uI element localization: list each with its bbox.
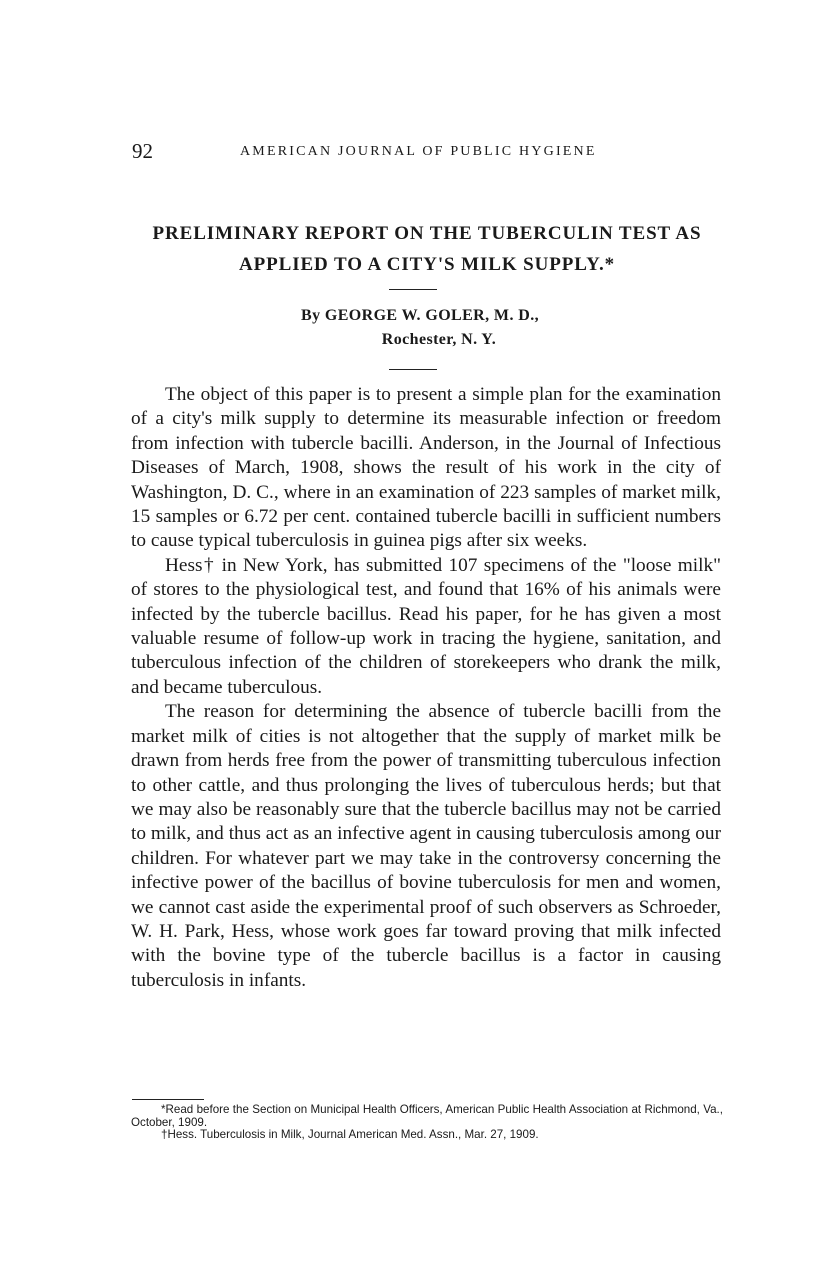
title-line-2: APPLIED TO A CITY'S MILK SUPPLY.* xyxy=(238,254,616,275)
title-divider xyxy=(389,289,437,290)
byline xyxy=(120,304,734,352)
paragraph: The reason for determining the absence of tubercle bacilli from the market milk of cities is not altogether that the supply of market milk be drawn from herds free from the power of transmitting tuberculous infection to other cattle, and thus prolonging the lives of tuberculous herds; but that we may also be reasonably sure that the tubercle bacillus may not be carried to milk, and thus act as an infective agent in causing tuberculosis among our children. For whatever part we may take in the controversy concerning the infective power of the bacillus of bovine tuberculosis for men and women, we cannot cast aside the experimental proof of such observers as Schroeder, W. H. Park, Hess, whose work goes far toward proving that milk infected with the bovine type of the tubercle bacillus is a factor in causing tuberculosis in infants. xyxy=(131,701,721,991)
author-name: By GEORGE W. GOLER, M. D., xyxy=(301,307,539,324)
running-head: AMERICAN JOURNAL OF PUBLIC HYGIENE xyxy=(240,144,597,159)
author-location: Rochester, N. Y. xyxy=(381,331,497,348)
article-title xyxy=(120,218,734,280)
footnote: †Hess. Tuberculosis in Milk, Journal American Med. Assn., Mar. 27, 1909. xyxy=(161,1128,539,1141)
footnotes xyxy=(131,1104,723,1142)
paragraph: The object of this paper is to present a simple plan for the examination of a city's milk supply to determine its measurable infection or freedom from infection with tubercle bacilli. Anderson, in the Journal of Infectious Diseases of March, 1908, shows the result of his work in the city of Washington, D. C., where in an examination of 223 samples of market milk, 15 samples or 6.72 per cent. contained tubercle bacilli in sufficient numbers to cause typical tuberculosis in guinea pigs after six weeks. xyxy=(131,384,721,552)
footnote-divider xyxy=(132,1099,204,1100)
title-line-1: PRELIMINARY REPORT ON THE TUBERCULIN TEST AS xyxy=(152,223,702,244)
page-number: 92 xyxy=(132,139,153,163)
footnote: *Read before the Section on Municipal Health Officers, American Public Health Association at Richmond, Va., October, 1909. xyxy=(131,1103,723,1129)
page-header xyxy=(132,139,724,165)
paragraph: Hess† in New York, has submitted 107 specimens of the "loose milk" of stores to the physiological test, and found that 16% of his animals were infected by the tubercle bacillus. Read his paper, for he has given a most valuable resume of follow-up work in tracing the hygiene, sanitation, and tuberculous infection of the children of storekeepers who drank the milk, and became tuberculous. xyxy=(131,554,721,698)
article-body xyxy=(131,383,721,993)
byline-divider xyxy=(389,369,437,370)
